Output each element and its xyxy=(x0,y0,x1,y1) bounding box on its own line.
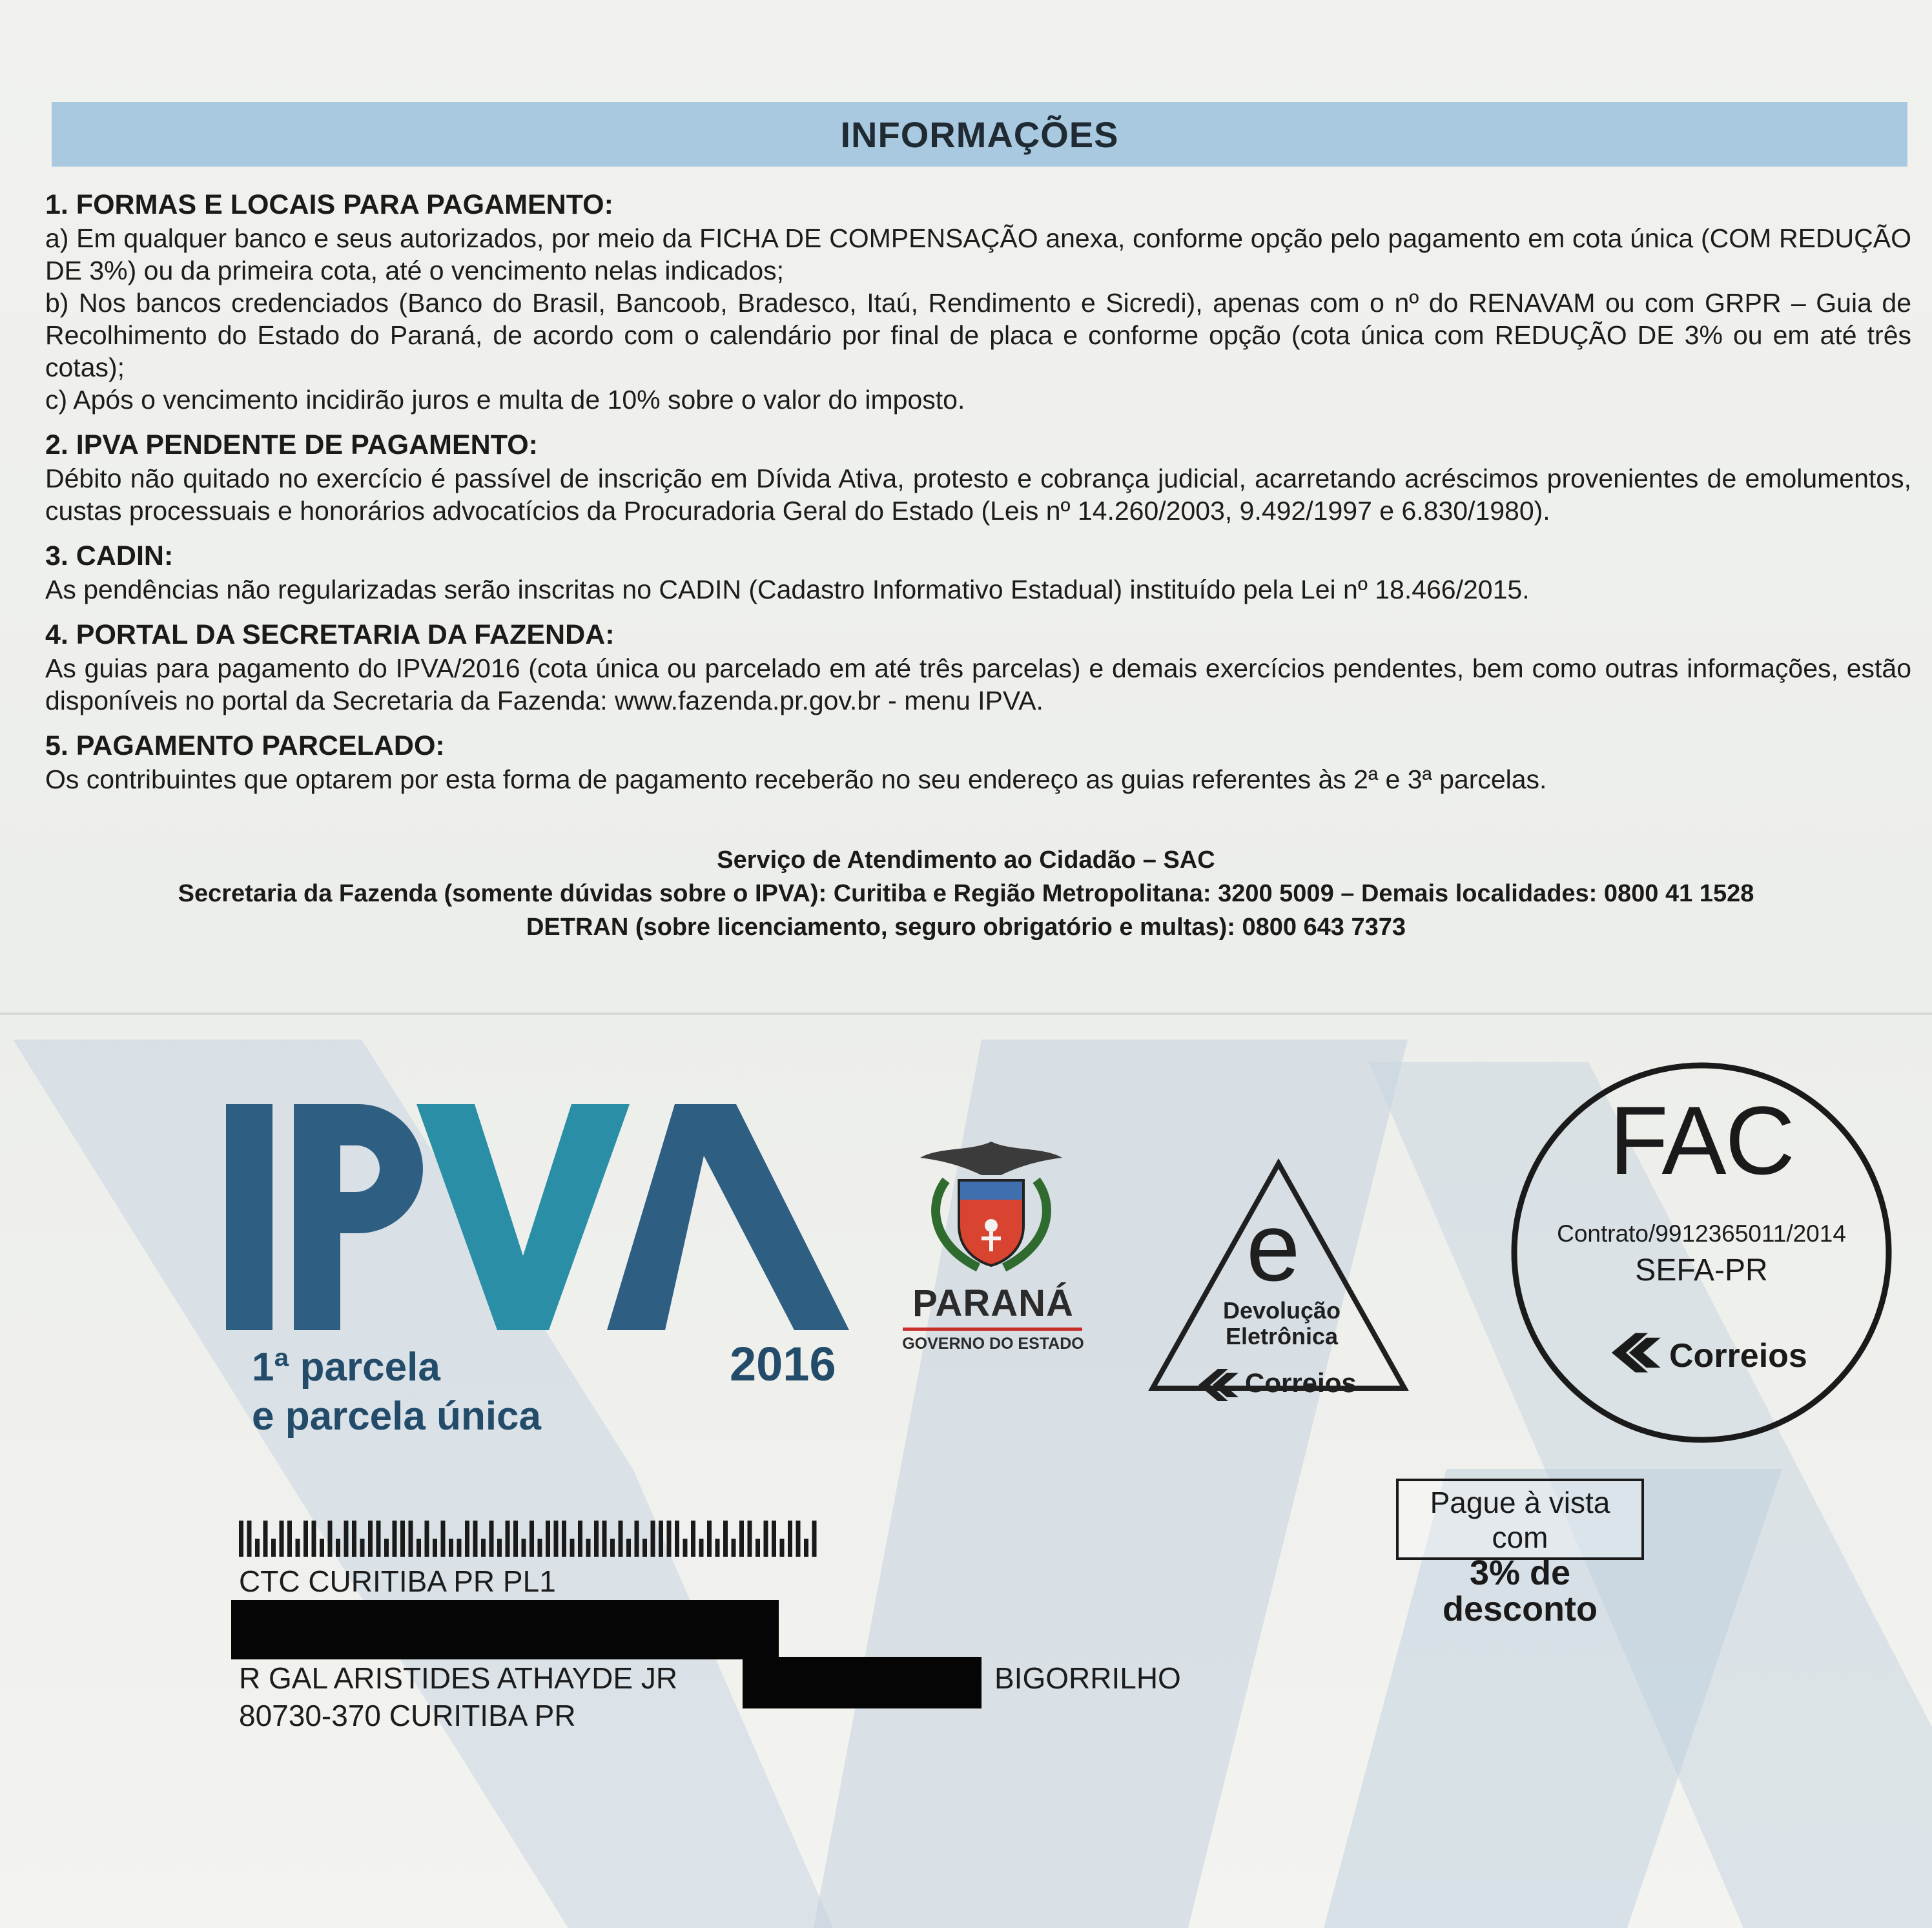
barcode-bar xyxy=(635,1521,639,1557)
barcode-bar xyxy=(562,1521,566,1557)
barcode-bar xyxy=(707,1521,712,1557)
devolucao-text xyxy=(1201,1298,1362,1349)
barcode-bar xyxy=(303,1521,308,1557)
barcode-bar xyxy=(780,1539,785,1557)
barcode-bar xyxy=(602,1521,607,1557)
devolucao-correios-label: Correios xyxy=(1245,1368,1357,1398)
barcode-bar xyxy=(506,1521,510,1557)
barcode-bar xyxy=(255,1539,260,1557)
section-title: 1. FORMAS E LOCAIS PARA PAGAMENTO: xyxy=(45,189,613,220)
correios-icon xyxy=(1611,1331,1663,1374)
barcode-bar xyxy=(642,1539,647,1557)
barcode-bar xyxy=(732,1539,736,1557)
section-pending xyxy=(45,427,1911,527)
devolucao-letter: e xyxy=(1246,1193,1300,1301)
barcode-bar xyxy=(522,1539,526,1557)
fac-title: FAC xyxy=(1609,1086,1794,1195)
section-cadin xyxy=(45,538,1911,606)
section-title: 3. CADIN: xyxy=(45,540,174,571)
barcode-bar xyxy=(433,1539,437,1557)
section-paragraph: c) Após o vencimento incidirão juros e multa de 10% sobre o valor do imposto. xyxy=(45,385,965,415)
redaction-bar xyxy=(231,1600,779,1659)
barcode-bar xyxy=(675,1521,679,1557)
barcode-bar xyxy=(441,1521,446,1557)
barcode-bar xyxy=(497,1539,502,1557)
barcode-bar xyxy=(538,1539,542,1557)
barcode-bar xyxy=(287,1521,292,1557)
header-banner xyxy=(52,102,1907,167)
barcode-bar xyxy=(296,1539,300,1557)
barcode-bar xyxy=(659,1521,663,1557)
barcode-bar xyxy=(683,1539,688,1557)
barcode-bar xyxy=(320,1539,324,1557)
section-title: 4. PORTAL DA SECRETARIA DA FAZENDA: xyxy=(45,619,615,650)
discount-box xyxy=(1396,1479,1644,1628)
fac-contract: Contrato/9912365011/2014 xyxy=(1557,1220,1846,1247)
paper-fold-line xyxy=(0,1012,1932,1015)
parana-rule xyxy=(903,1328,1082,1331)
barcode-bar xyxy=(328,1521,333,1557)
devolucao-line: Eletrônica xyxy=(1225,1323,1339,1349)
route-code: CTC CURITIBA PR PL1 xyxy=(239,1564,556,1598)
discount-line2: 3% de desconto xyxy=(1442,1554,1598,1628)
barcode-bar xyxy=(263,1521,268,1557)
barcode-bar xyxy=(796,1521,801,1557)
barcode-bar xyxy=(764,1521,768,1557)
section-paragraph: b) Nos bancos credenciados (Banco do Brasil, Bancoob, Bradesco, Itaú, Rendimento e Sicredi), apenas com o nº do RENAVAM ou com GRPR – Guia de Recolhimento do Estado do Paraná, de acordo com o calendário por final de placa e conforme opção (cota única com REDUÇÃO DE 3% ou em até três cotas); xyxy=(45,288,1911,382)
fac-org: SEFA-PR xyxy=(1635,1253,1768,1287)
city-line: 80730-370 CURITIBA PR xyxy=(239,1699,576,1732)
installment-line: 1ª parcela xyxy=(252,1345,440,1390)
barcode-bar xyxy=(393,1521,397,1557)
postal-barcode xyxy=(239,1521,833,1559)
page-title: INFORMAÇÕES xyxy=(840,114,1119,155)
barcode-bar xyxy=(619,1521,623,1557)
district: BIGORRILHO xyxy=(994,1661,1181,1695)
barcode-bar xyxy=(473,1521,478,1557)
section-title: 2. IPVA PENDENTE DE PAGAMENTO: xyxy=(45,429,538,460)
barcode-bar xyxy=(699,1539,704,1557)
barcode-bar xyxy=(812,1521,817,1557)
discount-line1: Pague à vista com xyxy=(1430,1486,1610,1554)
street-address: R GAL ARISTIDES ATHAYDE JR xyxy=(239,1661,678,1695)
section-paragraph: As guias para pagamento do IPVA/2016 (cota única ou parcelado em até três parcelas) e demais exercícios pendentes, bem como outras informações, estão disponíveis no portal da Secretaria da Fazenda: www.fazenda.pr.gov.br - menu IPVA. xyxy=(45,653,1911,715)
barcode-bar xyxy=(723,1521,728,1557)
barcode-bar xyxy=(384,1539,389,1557)
parana-wordmark: PARANÁ xyxy=(912,1282,1074,1324)
barcode-bar xyxy=(360,1539,365,1557)
barcode-bar xyxy=(400,1521,405,1557)
barcode-bar xyxy=(804,1539,808,1557)
info-sections xyxy=(45,187,1911,807)
barcode-bar xyxy=(416,1539,421,1557)
barcode-bar xyxy=(489,1521,494,1557)
section-title: 5. PAGAMENTO PARCELADO: xyxy=(45,730,445,761)
barcode-bar xyxy=(336,1539,340,1557)
parana-coat-of-arms-icon xyxy=(901,1135,1082,1284)
sac-line: Secretaria da Fazenda (somente dúvidas sobre o IPVA): Curitiba e Região Metropolitana: 3200 5009 – Demais localidades: 0800 41 1528 xyxy=(178,880,1754,907)
barcode-bar xyxy=(449,1539,453,1557)
barcode-bar xyxy=(586,1539,591,1557)
barcode-bar xyxy=(755,1539,760,1557)
redaction-bar xyxy=(743,1657,981,1708)
barcode-bar xyxy=(529,1521,534,1557)
barcode-bar xyxy=(280,1521,284,1557)
section-paragraph: Débito não quitado no exercício é passível de inscrição em Dívida Ativa, protesto e cobrança judicial, acarretando acréscimos provenientes de emolumentos, custas processuais e honorários advocatícios da Procuradoria Geral do Estado (Leis nº 14.260/2003, 9.492/1997 e 6.830/1980). xyxy=(45,464,1911,526)
barcode-bar xyxy=(788,1521,792,1557)
barcode-bar xyxy=(691,1521,695,1557)
barcode-bar xyxy=(312,1521,316,1557)
sac-contact-block xyxy=(0,843,1932,944)
ipva-year: 2016 xyxy=(730,1337,836,1391)
barcode-bar xyxy=(457,1539,462,1557)
correios-icon xyxy=(1198,1368,1240,1402)
section-paragraph: a) Em qualquer banco e seus autorizados, por meio da FICHA DE COMPENSAÇÃO anexa, conforme opção pelo pagamento em cota única (COM REDUÇÃO DE 3%) ou da primeira cota, até o vencimento nelas indicados; xyxy=(45,223,1911,285)
barcode-bar xyxy=(554,1521,559,1557)
sac-line: Serviço de Atendimento ao Cidadão – SAC xyxy=(717,846,1215,874)
barcode-bar xyxy=(513,1521,518,1557)
barcode-bar xyxy=(368,1521,373,1557)
barcode-bar xyxy=(376,1521,381,1557)
barcode-bar xyxy=(481,1539,486,1557)
barcode-bar xyxy=(610,1539,615,1557)
sac-line: DETRAN (sobre licenciamento, seguro obrigatório e multas): 0800 643 7373 xyxy=(526,914,1406,941)
barcode-bar xyxy=(578,1521,582,1557)
barcode-bar xyxy=(594,1521,599,1557)
barcode-bar xyxy=(626,1539,631,1557)
devolucao-line: Devolução xyxy=(1222,1297,1341,1324)
governo-subtitle: GOVERNO DO ESTADO xyxy=(902,1335,1084,1353)
barcode-bar xyxy=(239,1521,243,1557)
barcode-bar xyxy=(570,1539,575,1557)
section-installments xyxy=(45,728,1911,795)
barcode-bar xyxy=(425,1521,429,1557)
installment-subtitle xyxy=(252,1343,541,1441)
barcode-bar xyxy=(772,1521,776,1557)
barcode-bar xyxy=(344,1521,349,1557)
ipva-logo xyxy=(220,1098,865,1330)
barcode-bar xyxy=(409,1521,413,1557)
barcode-bar xyxy=(247,1521,252,1557)
barcode-bar xyxy=(739,1521,744,1557)
barcode-bar xyxy=(546,1521,550,1557)
barcode-bar xyxy=(651,1521,655,1557)
section-paragraph: As pendências não regularizadas serão inscritas no CADIN (Cadastro Informativo Estadual) instituído pela Lei nº 18.466/2015. xyxy=(45,575,1530,604)
barcode-bar xyxy=(271,1539,276,1557)
barcode-bar xyxy=(667,1521,672,1557)
barcode-bar xyxy=(465,1521,469,1557)
section-payment-methods xyxy=(45,187,1911,416)
barcode-bar xyxy=(352,1521,356,1557)
installment-line: e parcela única xyxy=(252,1394,542,1439)
barcode-bar xyxy=(748,1521,752,1557)
section-portal xyxy=(45,617,1911,717)
section-paragraph: Os contribuintes que optarem por esta forma de pagamento receberão no seu endereço as guias referentes às 2ª e 3ª parcelas. xyxy=(45,764,1547,794)
fac-correios-label: Correios xyxy=(1669,1337,1807,1375)
barcode-bar xyxy=(715,1539,720,1557)
